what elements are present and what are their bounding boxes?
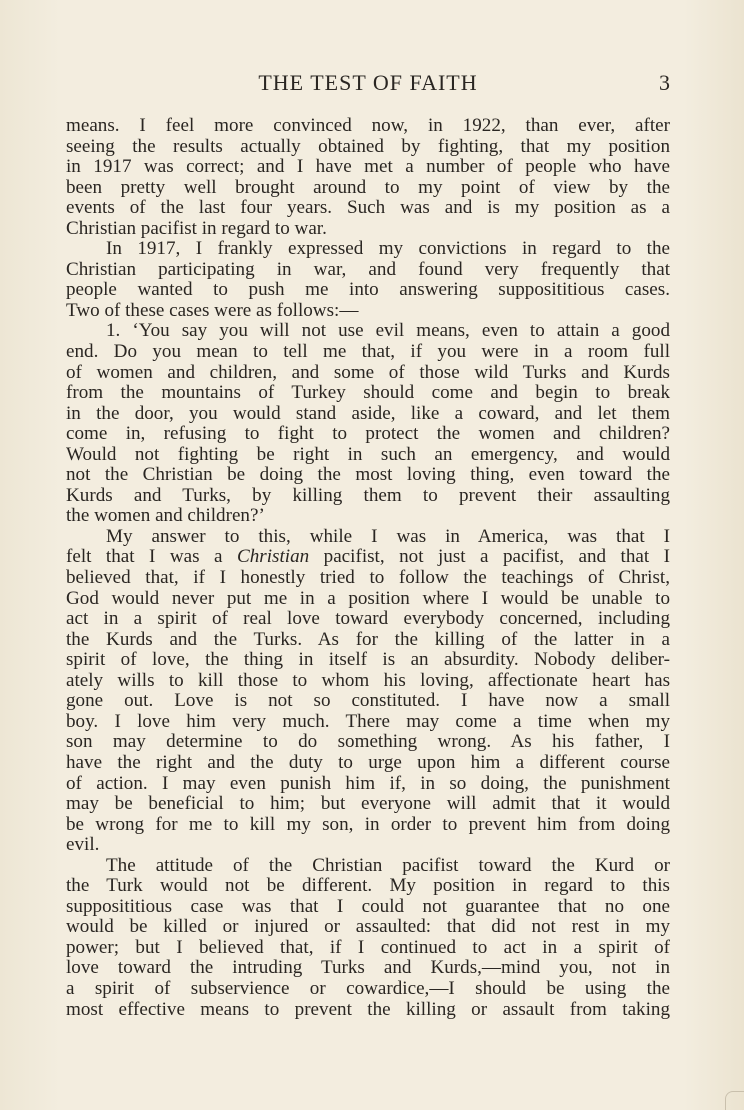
- text-line: events of the last four years. Such was and is my position as a: [66, 197, 670, 219]
- text-line: ately wills to kill those to whom his loving, affectionate heart has: [66, 669, 670, 691]
- page-number: 3: [659, 70, 670, 95]
- text-line: Two of these cases were as follows:—: [66, 299, 359, 321]
- text-line: have the right and the duty to urge upon him a different course: [66, 751, 670, 773]
- text-line: Christian pacifist in regard to war.: [66, 217, 327, 239]
- text-line: been pretty well brought around to my point of view by the: [66, 176, 670, 198]
- text-line: In 1917, I frankly expressed my convictions in regard to the: [106, 238, 670, 260]
- text-line: God would never put me in a position where I would be unable to: [66, 587, 670, 609]
- text-line: My answer to this, while I was in America, was that I: [106, 525, 670, 547]
- text-line: in the door, you would stand aside, like a coward, and let them: [66, 402, 670, 424]
- text-line: Christian participating in war, and found very frequently that: [66, 258, 670, 280]
- text-line: supposititious case was that I could not guarantee that no one: [66, 895, 670, 917]
- text-line: believed that, if I honestly tried to follow the teachings of Christ,: [66, 567, 670, 589]
- text-line: 1. ‘You say you will not use evil means, even to attain a good: [106, 320, 670, 342]
- text-line: may be beneficial to him; but everyone will admit that it would: [66, 793, 670, 815]
- italic-word: Christian: [237, 546, 310, 568]
- text-line: of women and children, and some of those wild Turks and Kurds: [66, 361, 670, 383]
- body-text: [66, 116, 670, 1020]
- text-line: seeing the results actually obtained by fighting, that my position: [66, 135, 670, 157]
- page-header: [66, 70, 670, 100]
- text-run: pacifist, not just a pacifist, and that I: [323, 546, 670, 568]
- text-line: most effective means to prevent the killing or assault from taking: [66, 998, 670, 1020]
- text-line: boy. I love him very much. There may come a time when my: [66, 710, 670, 732]
- text-line: people wanted to push me into answering supposititious cases.: [66, 279, 670, 301]
- text-line: spirit of love, the thing in itself is an absurdity. Nobody deliber-: [66, 649, 670, 671]
- text-line: evil.: [66, 834, 100, 856]
- text-line: gone out. Love is not so constituted. I have now a small: [66, 690, 670, 712]
- text-line: a spirit of subservience or cowardice,—I should be using the: [66, 977, 670, 999]
- text-line: the Turk would not be different. My position in regard to this: [66, 875, 670, 897]
- text-line: would be killed or injured or assaulted: that did not rest in my: [66, 916, 670, 938]
- text-run: felt that I was a: [66, 546, 223, 568]
- text-line: the Kurds and the Turks. As for the killing of the latter in a: [66, 628, 670, 650]
- text-line: from the mountains of Turkey should come and begin to break: [66, 382, 670, 404]
- text-line: Kurds and Turks, by killing them to prevent their assaulting: [66, 484, 670, 506]
- page-corner-mark: [725, 1091, 744, 1110]
- text-line: end. Do you mean to tell me that, if you were in a room full: [66, 341, 670, 363]
- text-line: not the Christian be doing the most loving thing, even toward the: [66, 464, 670, 486]
- text-line: act in a spirit of real love toward everybody concerned, including: [66, 608, 670, 630]
- text-line-with-italic: [66, 547, 670, 568]
- text-line: son may determine to do something wrong. As his father, I: [66, 731, 670, 753]
- text-line: Would not fighting be right in such an emergency, and would: [66, 443, 670, 465]
- text-line: be wrong for me to kill my son, in order to prevent him from doing: [66, 813, 670, 835]
- running-title: THE TEST OF FAITH: [258, 70, 478, 95]
- text-line: in 1917 was correct; and I have met a number of people who have: [66, 156, 670, 178]
- text-line: means. I feel more convinced now, in 1922, than ever, after: [66, 115, 670, 136]
- text-line: love toward the intruding Turks and Kurds,—mind you, not in: [66, 957, 670, 979]
- text-line: of action. I may even punish him if, in so doing, the punishment: [66, 772, 670, 794]
- text-line: the women and children?’: [66, 505, 265, 527]
- text-line: The attitude of the Christian pacifist toward the Kurd or: [106, 854, 670, 876]
- text-line: power; but I believed that, if I continued to act in a spirit of: [66, 936, 670, 958]
- text-line: come in, refusing to fight to protect the women and children?: [66, 423, 670, 445]
